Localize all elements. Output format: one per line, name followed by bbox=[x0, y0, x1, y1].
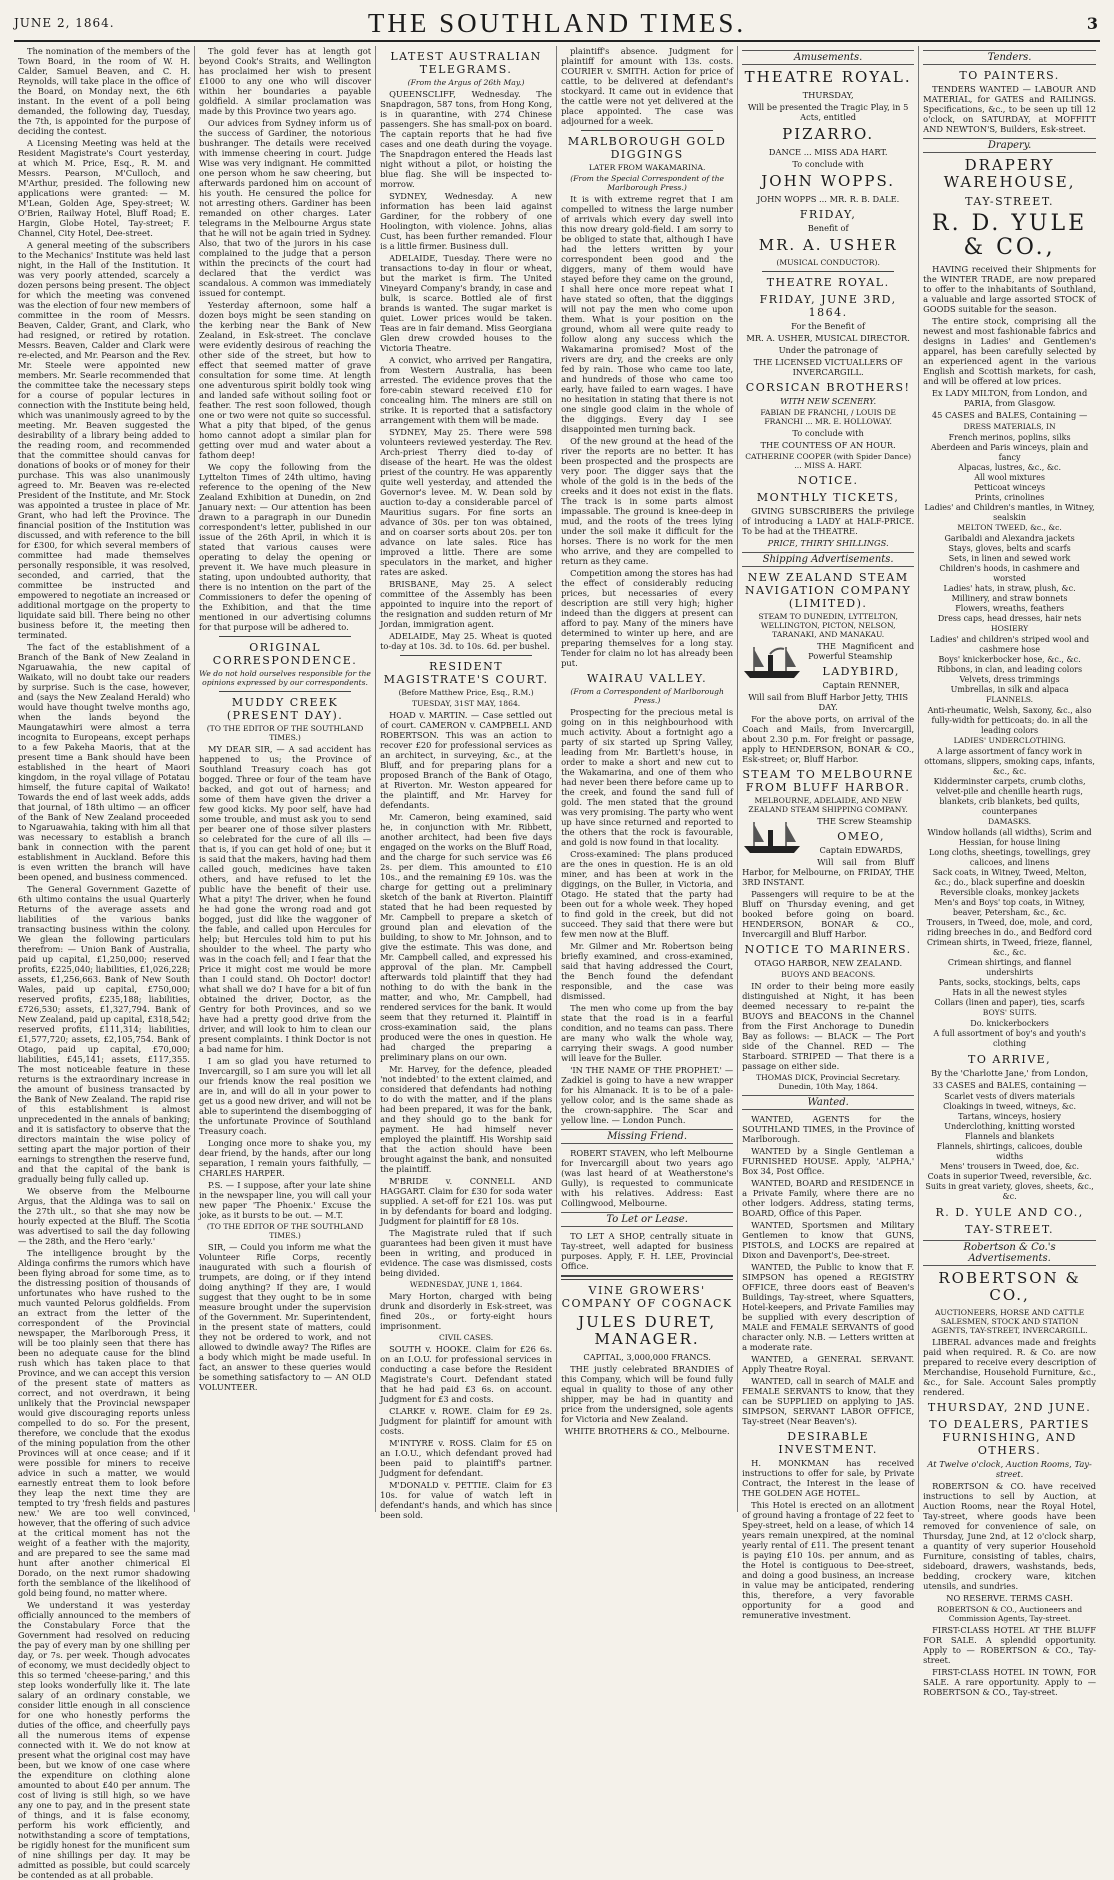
list-item: Boys' knickerbocker hose, &c., &c. bbox=[938, 655, 1081, 664]
list-title-underclothing: LADIES' UNDERCLOTHING. bbox=[953, 736, 1066, 745]
theatre-victuallers: THE LICENSED VICTUALLERS OF INVERCARGILL. bbox=[753, 357, 903, 377]
auction-text: ROBERTSON & CO. have received instructions to sell by Auction, at Auction Rooms, near the Royal Hotel, Tay-street, where goods have been removed for convenience of sale, on Thursday, June 2nd, at 12 o'clock sharp, a quantity of very superior Household Furniture, consisting of tables, chairs, sideboard, drawers, washstands, beds, bedding, crockery ware, kitchen utensils, and sundries. bbox=[923, 1481, 1097, 1591]
article-wairau-2: Cross-examined: The plans produced are the ones in question. He is an old miner, and has been at work in the diggings, on the Buller, in Victoria, and Otago. He stated that the party had been out for a whole week. They hoped to find gold in the creek, but did not succeed. They said that there were but few men now at the Bluff. bbox=[561, 849, 734, 939]
heading-to-arrive: TO ARRIVE, bbox=[967, 1053, 1052, 1066]
list-item: A full assortment of boy's and youth's clothing bbox=[933, 1029, 1086, 1048]
list-item: Ladies' and Children's mantles, in Witney, sealskin bbox=[924, 503, 1095, 522]
heading-theatre-royal-2: THEATRE ROYAL. bbox=[766, 276, 890, 289]
article-wairau-4: The men who come up from the bay state that the road is in a fearful condition, and no teams can pass. There are many who walk the whole way, carrying their swags. A good number will leave for the Buller. bbox=[561, 1003, 734, 1063]
list-item: Do. knickerbockers bbox=[970, 1019, 1049, 1028]
list-item: Cloakings in tweed, witneys, &c. bbox=[943, 1102, 1077, 1111]
article-licensing: A Licensing Meeting was held at the Resident Magistrate's Court yesterday, at which M. Price, Esq., R. M. and Messrs. Pearson, M'Culloch, and M'Arthur, presided. The following new applications were granted: — M. M'Lean, Golden Age, Spey-street; W. O'Brien, Railway Hotel, Bluff Road; E. Hargin, Globe Hotel, Tay-street; F. Channel, City Hotel, Dee-street. bbox=[18, 138, 191, 238]
list-item: Mens' trousers in Tweed, doe, &c. bbox=[940, 1162, 1080, 1171]
list-item: Long cloths, sheetings, towellings, grey calicoes, and linens bbox=[928, 848, 1091, 867]
robertson-advances: LIBERAL advances made and freights paid when required. R. & Co. are now prepared to receive every description of Merchandise, Household Furniture, &c., &c., for Sale. Account Sales promptly rendered. bbox=[923, 1337, 1097, 1397]
list-item: Velvets, dress trimmings bbox=[959, 675, 1060, 684]
column-3 bbox=[376, 46, 557, 1520]
heading-notice: NOTICE. bbox=[797, 474, 859, 487]
capital-line: CAPITAL, 3,000,000 FRANCS. bbox=[583, 1352, 711, 1362]
list-to-arrive bbox=[923, 1092, 1096, 1202]
robertson-details: AUCTIONEERS, HORSE AND CATTLE SALESMEN, STOCK AND STATION AGENTS, TAY-STREET, INVERCARGILL. bbox=[931, 1308, 1088, 1335]
list-item: Flowers, wreaths, feathers bbox=[955, 604, 1064, 613]
section-amusements: Amusements. bbox=[742, 50, 914, 65]
list-item: Anti-rheumatic, Welsh, Saxony, &c., also fully-width for petticoats; do. in all the leading colors bbox=[927, 706, 1092, 735]
list-item: All wool mixtures bbox=[974, 473, 1045, 482]
newspaper-title: THE SOUTHLAND TIMES. bbox=[367, 8, 747, 38]
letter-volunteer: SIR, — Could you inform me what the Volunteer Rifle Corps, recently inaugurated with such a flourish of trumpets, are doing, or if they intend doing anything? If they are, I would suggest that they ought to be in some measure brought under the supervision of the Government. Mr. Superintendent, in the present state of matters, could they not be ordered to work, and not allowed to dwindle away? The Rifles are a body which might be made useful. In fact, an answer to these queries would be something satisfactory to — AN OLD VOLUNTEER. bbox=[199, 1242, 372, 1392]
list-title-damasks: DAMASKS. bbox=[988, 817, 1032, 826]
heading-melbourne-steam: STEAM TO MELBOURNE FROM BLUFF HARBOR. bbox=[742, 768, 914, 794]
case-mdonald-pettie: M'DONALD v. PETTIE. Claim for £3 10s. for value of watch left in defendant's hands, and which has since been sold. bbox=[380, 1480, 553, 1520]
mariners-harbor: OTAGO HARBOR, NEW ZEALAND. bbox=[754, 958, 903, 968]
list-underclothing bbox=[923, 747, 1096, 817]
heading-court: RESIDENT MAGISTRATE'S COURT. bbox=[383, 660, 549, 686]
case-cameron-evidence: Mr. Cameron, being examined, said he, in conjunction with Mr. Ribbett, another architect, had been five days engaged on the works on the Bluff Road, and the charge for such service was £6 2s. per diem. This amounted to £10 10s., and the remaining £9 10s. was the charge for getting out a preliminary sketch of the bank at Riverton. Plaintiff stated that he had been requested by Mr. Campbell to prepare a sketch of ground plan and elevation of the building, to show to Mr. Johnson, and to give the estimate. This was done, and Mr. Campbell called, and expressed his approval of the plan. Mr. Campbell afterwards told plaintiff that they had nothing to do with the bank in the matter, and who, Mr. Campbell, had rendered services for the bank. It would seem that they returned it. Plaintiff in cross-examination said, the plans produced were the ones in question. He had charged the preparing a preliminary plans on our own. bbox=[380, 812, 553, 1062]
list-item: Aberdeen and Paris winceys, plain and fancy bbox=[930, 443, 1089, 462]
list-boys-suits bbox=[923, 1019, 1096, 1049]
court-before: (Before Matthew Price, Esq., R.M.) bbox=[398, 688, 534, 697]
wanted-simpson: WANTED, call in search of MALE and FEMALE SERVANTS to know, that they can be SUPPLIED on applying to JAS. SIMPSON, SERVANT LABOR OFFICE, Tay-street (Near Beaven's). bbox=[742, 1376, 915, 1426]
yule-cases: 45 CASES and BALES, Containing — bbox=[931, 410, 1088, 420]
steamship-icon bbox=[742, 818, 802, 856]
theatre-conclude: To conclude with bbox=[792, 159, 864, 169]
civil-cases-heading: CIVIL CASES. bbox=[439, 1333, 494, 1342]
heading-marlborough: MARLBOROUGH GOLD DIGGINGS bbox=[567, 135, 727, 161]
article-wakamarina: It is with extreme regret that I am compelled to witness the large number of arrivals which every day swell into this now dreary gold-field. I am sorry to be obliged to state that, although I have had the letters written by your correspondent been good and the diggers, many of them would have stayed before they came on the ground, I shall here once more repeat what I have stated so often, that the diggings will not pay the men who come upon them. What is your position on the ground, whom all were quite ready to follow along any success which the Wakamarina promised? Most of the rivers are dry, and the creeks are only fed by rain. Those who came too late, and hundreds of those who came too early, have failed to earn wages. I have no hesitation in stating that there is not one single good claim in the whole of the diggings. Every day I see disappointed men turning back. bbox=[561, 194, 734, 434]
marlborough-sub: LATER FROM WAKAMARINA. bbox=[588, 163, 706, 172]
list-item: Collars (linen and paper), ties, scarfs bbox=[934, 998, 1085, 1007]
list-item: Underclothing, knitting worsted bbox=[944, 1122, 1075, 1131]
telegram-sydney: SYDNEY, Wednesday. A new information has been laid against Gardiner, for the robbery of one Hoolington, with violence. Johns, alias Cust, has been further remanded. Flour is a little firmer. Business dull. bbox=[380, 191, 553, 251]
column-4 bbox=[557, 46, 738, 1512]
ad-hotel-town: FIRST-CLASS HOTEL IN TOWN, FOR SALE. A rare opportunity. Apply to — ROBERTSON & CO., Tay-street. bbox=[923, 1667, 1097, 1697]
page-number: 3 bbox=[1086, 14, 1098, 33]
theatre-date: FRIDAY, JUNE 3RD, 1864. bbox=[759, 293, 897, 319]
list-title-boys: BOYS' SUITS. bbox=[982, 1008, 1037, 1017]
omeo-sail: Will sail from Bluff Harbor, for Melbourne, on FRIDAY, THE 3RD INSTANT. bbox=[742, 857, 915, 887]
theatre-scenery: WITH NEW SCENERY. bbox=[780, 396, 877, 406]
theatre-benefit-2: For the Benefit of bbox=[791, 321, 866, 331]
investment-offer: H. MONKMAN has received instructions to offer for sale, by Private Contract, the Interest in the lease of THE GOLDEN AGE HOTEL. bbox=[742, 1458, 915, 1498]
theatre-usher-2: MR. A. USHER, MUSICAL DIRECTOR. bbox=[746, 333, 910, 343]
ad-white-brothers: WHITE BROTHERS & CO., Melbourne. bbox=[564, 1426, 730, 1436]
list-item: Window hollands (all widths), Scrim and Hessian, for house lining bbox=[927, 828, 1092, 847]
column-5 bbox=[738, 46, 919, 1620]
list-title-hosiery: HOSIERY bbox=[991, 624, 1029, 633]
article-wakamarina-2: Of the new ground at the head of the river the reports are no better. It has been prospected and the prospects are very poor. The digger says that the whole of the gold is in the beds of the creeks and it does not exist in the flats. The track is in some parts almost impassable. The ground is knee-deep in mud, and the roots of the trees lying under the soil make it difficult for the horses. There is no work for the men who arrive, and they are compelled to return as they came. bbox=[561, 436, 734, 566]
list-title-flannels: FLANNELS. bbox=[986, 695, 1034, 704]
case-continued: plaintiff's absence. Judgment for plaintiff for amount with 13s. costs. COURIER v. SMITH. Action for price of cattle, to be delivered at defendant's stockyard. It came out in evidence that the cattle were not yet delivered at the place appointed. The case was adjourned for a week. bbox=[561, 46, 734, 126]
ad-brandies: THE justly celebrated BRANDIES of this Company, which will be found fully equal in quality to those of any other shipper, may be had in quantity and price from the undersigned, sole agents for Victoria and New Zealand. bbox=[561, 1364, 734, 1424]
heading-nz-steam: NEW ZEALAND STEAM NAVIGATION COMPANY (LIMITED). bbox=[745, 571, 912, 610]
auction-signature: ROBERTSON & CO., Auctioneers and Commission Agents, Tay-street. bbox=[937, 1605, 1083, 1623]
arrive-cases: 33 CASES and BALES, containing — bbox=[932, 1080, 1087, 1090]
article-wairau: Prospecting for the precious metal is going on in this neighbourhood with much activity. About a fortnight ago a party of six started up Spring Valley, leading from Mr. Bartlett's house, in order to make a short and new cut to the Wakamarina, and one of them who had never been there before came up to the creek, and found the sand full of gold. The men stated that the ground was very promising. The party who went up have since returned and reported to the others that the rock is favourable, and gold is now found in that locality. bbox=[561, 707, 734, 847]
auction-time: At Twelve o'clock, Auction Rooms, Tay-street. bbox=[927, 1459, 1092, 1479]
section-wanted: Wanted. bbox=[742, 1095, 914, 1110]
divider bbox=[581, 130, 713, 131]
article-wairau-3: Mr. Gilmer and Mr. Robertson being briefly examined, and cross-examined, said that having addressed the Court, the Bench found the defendant responsible, and the case was dismissed. bbox=[561, 941, 734, 1001]
section-shipping: Shipping Advertisements. bbox=[742, 552, 914, 567]
tickets-text: GIVING SUBSCRIBERS the privilege of introducing a LADY at HALF-PRICE. To be had at the THEATRE. bbox=[742, 506, 915, 536]
heading-mariners: NOTICE TO MARINERS. bbox=[744, 943, 912, 956]
list-item: A large assortment of fancy work in ottomans, slippers, smoking caps, infants, &c., &c. bbox=[924, 747, 1095, 776]
theatre-benefit: Benefit of bbox=[807, 223, 849, 233]
section-to-let: To Let or Lease. bbox=[561, 1212, 733, 1227]
case-south-hooke: SOUTH v. HOOKE. Claim for £26 6s. on an I.O.U. for professional services in conducting a case before the Resident Magistrate's Court. Defendant stated that he had paid £3 6s. on account. Judgment for £3 and costs. bbox=[380, 1344, 553, 1404]
case-cameron: HOAD v. MARTIN. — Case settled out of court. CAMERON v. CAMPBELL AND ROBERTSON. This was an action to recover £20 for professional services as an architect, in surveying, &c., at the Bluff, and for preparing plans for a proposed Branch of the Bank of Otago, at Riverton. Mr. Weston appeared for the plaintiff, and Mr. Harvey for defendants. bbox=[380, 710, 553, 810]
yule-stock: The entire stock, comprising all the newest and most fashionable fabrics and designs in Ladies' and Gentlemen's apparel, has been carefully selected by an experienced agent in the various English and Scottish markets, for cash, and will be offered at low prices. bbox=[923, 316, 1097, 386]
heading-yule: R. D. YULE & CO., bbox=[932, 211, 1088, 260]
article-mechanics-institute: A general meeting of the subscribers to the Mechanics' Institute was held last night, in the Hall of the Institution. It was very poorly attended, scarcely a dozen persons being present. The object for which the meeting was convened was the election of four new members of committee in the room of Messrs. Beaven, Calder, Grant, and Clark, who had resigned, or retired by rotation. Messrs. Beaven, Calder and Clark were re-elected, and Mr. Pearson and the Rev. Mr. Steele were appointed new members. Mr. Searle recommended that the committee take the necessary steps for a course of popular lectures in connection with the Institute being held, which was unanimously agreed to by the meeting. Mr. Beaven suggested the desirability of a library being added to the reading room, and recommended that the committee should canvas for donations of books or of money for their purchase. This was also unanimously agreed to. Mr. Beaven was re-elected President of the Institute, and Mr. Stock was appointed a trustee in place of Mr. Grant, who had left the Province. The financial position of the Institution was discussed, and with reference to the bill for £300, for which several members of committee had made themselves personally responsible, it was resolved, seconded, and carried, that the committee be instructed and empowered to negotiate an increased or additional mortgage on the property to liquidate said bill. There being no other business before it, the meeting then terminated. bbox=[18, 240, 191, 640]
list-item: Ladies' and children's striped wool and cashmere hose bbox=[929, 635, 1090, 654]
list-item: Scarlet vests of divers materials bbox=[944, 1092, 1075, 1101]
list-item: Petticoat winceys bbox=[974, 483, 1046, 492]
theatre-presented: Will be presented the Tragic Play, in 5 Acts, entitled bbox=[747, 102, 909, 122]
wanted-sportsmen: WANTED, Sportsmen and Military Gentlemen to know that GUNS, PISTOLS, and LOCKS are repaired at Dixon and Davenport's, Dee-street. bbox=[742, 1220, 915, 1260]
court-date: TUESDAY, 31ST MAY, 1864. bbox=[411, 699, 521, 708]
article-constabulary: We understand it was yesterday officially announced to the members of the Constabulary Force that the Government had resolved on reducing the pay of every man by one shilling per day, or 7s. per week. Though advocates of economy, we must decidedly object to this so termed 'cheese-paring,' and this step looks wonderfully like it. The late salary of an ordinary constable, we consider little enough in all conscience for one who honestly performs the duties of the office, and cheerfully pays all the numerous items of expense connected with it. We do not know at present what the original cost may have been, but we know of one case where the expenditure on clothing alone amounted to about £40 per annum. The cost of living is still high, so we have any one to pay, and in the present state of things, and it is false economy, perform his work efficiently, and notwithstanding a score of temptations, be rigidly honest for the munificent sum of nine shillings per day. It may be admitted as possible, but could scarcely be contended as at all probable. bbox=[18, 1600, 191, 1880]
yule-ships: Ex LADY MILTON, from London, and PARIA, from Glasgow. bbox=[931, 388, 1088, 408]
omeo-intro: THE Screw Steamship bbox=[817, 816, 912, 826]
case-ruling: The Magistrate ruled that if such guarantees had been given it must have been in writing, and produced in evidence. The case was dismissed, costs being divided. bbox=[380, 1228, 553, 1278]
list-item: Trousers, in Tweed, doe, mole, and cord, riding breeches in do., and Bedford cord bbox=[926, 918, 1093, 937]
theatre-usher: MR. A. USHER bbox=[758, 236, 898, 254]
theatre-conclude-2: To conclude with bbox=[792, 428, 864, 438]
list-item: Sack coats, in Witney, Tweed, Melton, &c.; do., black superfine and doeskin bbox=[932, 868, 1087, 887]
ladybird-sail: Will sail from Bluff Harbor Jetty, THIS DAY. bbox=[748, 692, 909, 712]
section-missing-friend: Missing Friend. bbox=[561, 1129, 733, 1144]
list-item: Coats in superior Tweed, reversible, &c. bbox=[927, 1172, 1092, 1181]
auction-terms: NO RESERVE. TERMS CASH. bbox=[946, 1593, 1073, 1603]
ship-ladybird: LADYBIRD, bbox=[822, 665, 900, 678]
melbourne-company: MELBOURNE, ADELAIDE, AND NEW ZEALAND STEAM SHIPPING COMPANY. bbox=[748, 796, 908, 814]
heading-investment: DESIRABLE INVESTMENT. bbox=[778, 1430, 878, 1456]
mariners-buoys: BUOYS AND BEACONS. bbox=[781, 970, 876, 979]
telegram-adelaide: ADELAIDE, Tuesday. There were no transactions to-day in flour or wheat, but the market is firm. The United Vineyard Company's brandy, in case and bulk, is scarce. Bottled ale of first brands is wanted. The sugar market is quiet. Lower prices would be taken. Teas are in fair demand. Miss Georgiana Glen drew crowded houses to the Victoria Theatre. bbox=[380, 253, 553, 353]
steamship-icon bbox=[742, 643, 802, 681]
heading-wairau: WAIRAU VALLEY. bbox=[587, 672, 708, 685]
list-item: Dress caps, head dresses, hair nets bbox=[937, 614, 1082, 623]
heading-vine-growers: VINE GROWERS' COMPANY OF COGNACK bbox=[561, 1284, 733, 1310]
case-mbride: M'BRIDE v. CONNELL AND HAGGART. Claim for £30 for soda water supplied. A set-off for £21 10s. was put in by defendants for board and lodging. Judgment for plaintiff for £8 10s. bbox=[380, 1176, 553, 1226]
columns bbox=[14, 46, 1100, 1880]
article-boys-mud: Yesterday afternoon, some half a dozen boys might be seen standing on the kerbing near the Bank of New Zealand, in Esk-street. The conclave were evidently desirous of reaching the other side of the street, but how to effect that seemed matter of grave consultation for some time. At length one adventurous spirit boldly took wing and landed safe without soiling foot or feather. The rest soon followed, though one or two were not quite so successful. What a pity that biped, of the genus homo cannot adopt a similar plan for getting over mud and water about a fathom deep! bbox=[199, 300, 372, 460]
list-item: Millinery, and straw bonnets bbox=[951, 594, 1068, 603]
telegram-adelaide-25: ADELAIDE, May 25. Wheat is quoted to-day at 10s. 3d. to 10s. 6d. per bushel. bbox=[380, 631, 553, 651]
omeo-captain: Captain EDWARDS, bbox=[819, 845, 903, 855]
heading-yule-2: R. D. YULE AND CO., bbox=[935, 1206, 1084, 1219]
article-bank-branch: The fact of the establishment of a Branch of the Bank of New Zealand in Ngaruawahia, the new capital of Waikato, will no doubt take our readers by surprise. Such is the case, however, and (says the New Zealand Herald) who would have thought twelve months ago, when the lands beyond the Maungatawhiri were almost a terra incognita to Europeans, except perhaps to a few Pakeha Maoris, that at the present time a Bank should have been established in the heart of Maori kingdom, in the royal village of Potatau himself, the future capital of Waikato! Towards the end of last week adds, adds that journal, of 18th ultimo — an officer of the Bank of New Zealand proceeded to Ngaruawahia, taking with him all that was necessary to establish a branch bank in connection with the parent establishment in Auckland. Before this is even written the branch will have been opened, and business commenced. bbox=[18, 642, 191, 882]
play-pizarro: PIZARRO. bbox=[782, 125, 875, 143]
case-clarke-rowe: CLARKE v. ROWE. Claim for £9 2s. Judgment for plaintiff for amount with costs. bbox=[380, 1406, 553, 1436]
article-town-board: The nomination of the members of the Town Board, in the room of W. H. Calder, Samuel Beaven, and C. H. Reynolds, will take place in the office of the Board, on Monday next, the 6th instant. In the event of a poll being demanded, the following day, Tuesday, the 7th, is appointed for the purpose of deciding the contest. bbox=[18, 46, 191, 136]
newspaper-page bbox=[14, 6, 1100, 1880]
investment-details: This Hotel is erected on an allotment of ground having a frontage of 22 feet to Spey-street, held on a lease, of which 14 years remain unexpired, at the nominal yearly rental of £11. The present tenant is paying £10 10s. per annum, and as the Hotel is contiguous to Dee-street, and doing a good business, an increase in value may be anticipated, rendering this, therefore, a very favorable opportunity for a good and remunerative investment. bbox=[742, 1500, 915, 1620]
wanted-house: WANTED by a Single Gentleman a FURNISHED HOUSE. Apply, 'ALPHA,' Box 34, Post Office. bbox=[742, 1146, 915, 1176]
tenders-text: TENDERS WANTED — LABOUR AND MATERIAL, for GATES and RAILINGS. Specifications, &c., to be seen up till 12 o'clock, on SATURDAY, at MOFFITT AND NEWTON'S, Builders, Esk-street. bbox=[923, 84, 1097, 134]
heading-drapery: DRAPERY WAREHOUSE, bbox=[943, 156, 1076, 191]
case-mintyre-ross: M'INTYRE v. ROSS. Claim for £5 on an I.O.U., which defendant proved had been paid to plaintiff's partner. Judgment for defendant. bbox=[380, 1438, 553, 1478]
heading-correspondence: ORIGINAL CORRESPONDENCE. bbox=[212, 641, 358, 667]
play-countess: THE COUNTESS OF AN HOUR. bbox=[760, 440, 896, 450]
column-1 bbox=[14, 46, 195, 1880]
editor-line: (TO THE EDITOR OF THE SOUTHLAND TIMES.) bbox=[206, 724, 364, 742]
letter-postscript: P.S. — I suppose, after your late shine in the newspaper line, you will call your new paper 'The Phoenix.' Excuse the joke, as it bursts to be out. — M.T. bbox=[199, 1180, 372, 1220]
heading-robertson: ROBERTSON & CO., bbox=[938, 1269, 1081, 1304]
list-item: Garibaldi and Alexandra jackets bbox=[944, 534, 1075, 543]
theatre-friday: FRIDAY, bbox=[799, 208, 857, 221]
case-cameron-defence: Mr. Harvey, for the defence, pleaded 'not indebted' to the extent claimed, and considered that defendants had nothing to do with the matter, and if the plans had been prepared, it was for the bank, and they should go to the bank for payment. He had himself never employed the plaintiff. His Worship said that the action should have been brought against the bank, and nonsuited the plaintiff. bbox=[380, 1064, 553, 1174]
theatre-cast-3: CATHERINE COOPER (with Spider Dance) ... MISS A. HART. bbox=[745, 452, 912, 470]
wanted-servant: WANTED, a GENERAL SERVANT. Apply Theatre Royal. bbox=[742, 1354, 915, 1374]
section-tenders: Tenders. bbox=[923, 50, 1096, 65]
article-bank-returns: The General Government Gazette of 6th ultimo contains the usual Quarterly Returns of the average assets and liabilities of the various banks transacting business within the colony. We glean the following particulars therefrom: — Union Bank of Australia, paid up capital, £1,250,000; reserved profits, £225,040; liabilities, £1,026,228; assets, £1,256,663. Bank of New South Wales, paid up capital, £750,000; reserved profits, £235,188; liabilities, £726,530; assets, £1,327,794. Bank of New Zealand, paid up capital, £318,542; reserved profits, £111,314; liabilities, £1,577,720; assets, £2,105,754. Bank of Otago, paid up capital, £70,000; liabilities, £45,141; assets, £117,355. The most noticeable feature in these returns is the extraordinary increase in the amount of business transacted by the Bank of New Zealand. The rapid rise of this establishment is almost unprecedented in the annals of banking; and it is satisfactory to observe that the directors maintain the wise policy of setting apart the major portion of their earnings to strengthen the reserve fund, and that the capital of the bank is gradually being fully called up. bbox=[18, 884, 191, 1184]
article-gold-fever: The gold fever has at length got beyond Cook's Straits, and Wellington has proclaimed her wish to present £1000 to any one who will discover within her boundaries a payable goldfield. A similar proclamation was made by this Province two years ago. bbox=[199, 46, 372, 116]
heading-dealers: TO DEALERS, PARTIES FURNISHING, AND OTHERS. bbox=[929, 1418, 1090, 1457]
letter-muddy-creek: MY DEAR SIR, — A sad accident has happened to us; the Province of Southland Treasury coach has got bogged. Three or four of the team have backed, and got out of harness; and some of them have given the driver a few good kicks. My poor self, have had some trouble, and must ask you to send per bearer one of those silver plasters so celebrated for the cure of all ills — that is, if you can get hold of one; but it is said that the makers, having had them called gouch, medicines have taken others, and have refused to let the public have the benefit of their use. What a pity! The driver, when he found he had gone the wrong road and got bogged, just did like the waggoner of the fable, and called upon Hercules for help; but Hercules told him to put his shoulder to the wheel. The party who was in the coach fell; and I fear that the Price it might cost me would be more than I could stand. Oh Doctor! doctor! what shall we do? I have for a bit of fun obtained the driver, Doctor, as the Gentry for both Provinces, and so we have had a pretty good drive from the driver, and will look to him to clean our present complaints. I think Doctor is not a bad name for him. bbox=[199, 744, 372, 1054]
theatre-patronage: Under the patronage of bbox=[778, 345, 878, 355]
telegram-convict: A convict, who arrived per Rangatira, from Western Australia, has been arrested. The evidence proves that the fore-cabin steward received £10 for concealing him. The miners are still on strike. It is reported that a satisfactory arrangement with them will be made. bbox=[380, 355, 553, 425]
case-horton: Mary Horton, charged with being drunk and disorderly in Esk-street, was fined 20s., or forty-eight hours imprisonment. bbox=[380, 1291, 553, 1331]
list-item: Suits in great variety, gloves, sheets, &c., &c. bbox=[925, 1182, 1094, 1201]
theatre-cast-2: FABIAN DE FRANCHI, / LOUIS DE FRANCHI ... MR. E. HOLLOWAY. bbox=[760, 408, 896, 426]
ladybird-intro: THE Magnificent and Powerful Steamship bbox=[808, 641, 915, 661]
ladybird-details: For the above ports, on arrival of the Coach and Mails, from Invercargill, about 2.30 p.m. For freight or passage, apply to HENDERSON, BONAR & CO., Esk-street; or, Bluff Harbor. bbox=[742, 714, 915, 764]
list-item: Hats in all the newest styles bbox=[952, 988, 1067, 997]
column-6 bbox=[919, 46, 1100, 1697]
telegram-sydney-25: SYDNEY, May 25. There were 598 volunteers reviewed yesterday. The Rev. Arch-priest Therry died to-day of disease of the heart. He was the oldest priest of the country. He was apparently quite well yesterday, and attended the Governor's levee. M. W. Dean sold by auction to-day a considerable parcel of Mauritius sugars. For fine sorts an advance of 30s. per ton was obtained, and on coarser sorts about 20s. per ton advance on late sales. Rice has improved a little. There are some speculators in the market, and higher rates are asked. bbox=[380, 427, 553, 577]
heading-jules-duret: JULES DURET, MANAGER. bbox=[578, 1313, 717, 1348]
list-item: Ribbons, in clan, and leading colors bbox=[937, 665, 1083, 674]
list-item: Kidderminster carpets, crumb cloths, velvet-pile and chenille hearth rugs, blankets, crib blankets, bed quilts, counterpanes bbox=[933, 777, 1086, 816]
play-john-wopps: JOHN WOPPS. bbox=[761, 172, 895, 190]
ship-omeo: OMEO, bbox=[837, 830, 885, 843]
list-item: Crimean shirtings, and flannel undershirts bbox=[947, 958, 1072, 977]
list-item: French merinos, poplins, silks bbox=[948, 433, 1071, 442]
telegram-brisbane: BRISBANE, May 25. A select committee of the Assembly has been appointed to inquire into the report of the resignation and sudden return of Mr Jordan, immigration agent. bbox=[380, 579, 553, 629]
masthead bbox=[14, 6, 1100, 42]
correspondence-note: We do not hold ourselves responsible for the opinions expressed by our correspondents. bbox=[199, 669, 371, 687]
court-date-2: WEDNESDAY, JUNE 1, 1864. bbox=[409, 1280, 523, 1289]
mariners-signature: THOMAS DICK, Provincial Secretary. Dunedin, 10th May, 1864. bbox=[756, 1073, 901, 1091]
marlborough-source: (From the Special Correspondent of the Marlborough Press.) bbox=[570, 174, 725, 192]
heading-theatre-royal: THEATRE ROYAL. bbox=[744, 68, 912, 86]
wanted-board: WANTED, BOARD and RESIDENCE in a Private Family, where there are no other lodgers. Address, stating terms, BOARD, Office of this Paper. bbox=[742, 1178, 915, 1218]
list-hosiery bbox=[923, 635, 1096, 695]
list-flannels bbox=[923, 706, 1096, 736]
article-wakamarina-3: Competition among the stores has had the effect of considerably reducing prices, but necessaries of every description are still very high; higher indeed than the diggers at present can afford to pay. Many of the miners have determined to winter up here, and are preparing themselves for a long stay. Tender for claim no lot has already been put. bbox=[561, 568, 734, 668]
heading-telegrams: LATEST AUSTRALIAN TELEGRAMS. bbox=[390, 50, 542, 76]
section-drapery: Drapery. bbox=[923, 138, 1096, 153]
article-aldinga: We observe from the Melbourne Argus, that the Aldinga was to sail on the 27th ult., so that she may now be hourly expected at the Bluff. The Scotia was advertised to sail the day following — the 28th, and the Hero 'early.' bbox=[18, 1186, 191, 1246]
list-item: Stays, gloves, belts and scarfs bbox=[948, 544, 1071, 553]
divider bbox=[561, 1275, 733, 1280]
theatre-conductor: (MUSICAL CONDUCTOR). bbox=[776, 258, 880, 267]
letter-signature: Longing once more to shake you, my dear friend, by the hands, after our long separation, I remain yours faithfully, — CHARLES HARPER. bbox=[199, 1138, 372, 1178]
monthly-tickets: MONTHLY TICKETS, bbox=[756, 491, 900, 504]
list-item: Reversible cloaks, monkey jackets bbox=[940, 888, 1080, 897]
list-item: Children's hoods, in cashmere and worsted bbox=[939, 564, 1080, 583]
heading-tay-street: TAY-STREET. bbox=[965, 195, 1055, 208]
list-dress-materials bbox=[923, 433, 1096, 523]
list-item: Umbrellas, in silk and alpaca bbox=[950, 685, 1069, 694]
editor-line-2: (TO THE EDITOR OF THE SOUTHLAND TIMES.) bbox=[206, 1222, 364, 1240]
heading-thursday: THURSDAY, 2ND JUNE. bbox=[927, 1401, 1092, 1414]
article-gardiner: Our advices from Sydney inform us of the success of Gardiner, the notorious bushranger. The details were received with immense cheering in court. Judge Wise was very indignant. He committed one person whom he saw cheering, but afterwards pardoned him on account of his youth. He censured the police for not arresting others. Gardiner has been remanded on other charges. Later telegrams in the Melbourne Argus state that he will not be again tried in Sydney. Also, that two of the jurors in his case complained to the judge that a person within the precincts of the court had declared that the verdict was scandalous. A common was immediately issued for contempt. bbox=[199, 118, 372, 298]
list-item: Men's and Boys' top coats, in Witney, beaver, Petersham, &c., &c. bbox=[934, 898, 1085, 917]
heading-painters: TO PAINTERS. bbox=[959, 69, 1060, 82]
article-pelorus: The intelligence brought by the Aldinga confirms the rumors which have been flying abroad for some time, as to the distressing position of thousands of unfortunates who have rushed to the much vaunted Pelorus goldfields. From an extract from the letter of the correspondent of the Provincial newspaper, the Marlborough Press, it will be too plainly seen that there has been no adequate cause for the blind rush which has taken place to that Province, and we can accept this version of the present state of matters as correct, and not overdrawn, it being unlikely that the Provincial newspaper would give discouraging reports unless compelled to do so. For the present, therefore, we conclude that the exodus of the mining population from the other Provinces will at once cease; and if it were possible for miners to receive advice in such a matter, we would earnestly entreat them to look before they leap the next time they are tempted to try 'fresh fields and pastures new.' We are too well convinced, however, that the offering of such advice at the critical moment has not the weight of a feather with the majority, and are prepared to see the same mad hunt after another chimerical El Dorado, on the next rumor shadowing forth the semblance of the likelihood of gold being found, no matter where. bbox=[18, 1248, 191, 1598]
divider bbox=[400, 655, 532, 656]
article-exhibition: We copy the following from the Lyttelton Times of 24th ultimo, having reference to the opening of the New Zealand Exhibition at Dunedin, on 2nd January next: — Our attention has been drawn to a paragraph in our Dunedin correspondent's letter, published in our issue of the 26th April, in which it is stated that various causes were operating to delay the opening or prevent it. We have much pleasure in stating, upon undoubted authority, that there is no intention on the part of the Commissioners to defer the opening of the Exhibition, and that the time mentioned in our advertising columns for that purpose will be adhered to. bbox=[199, 462, 372, 632]
heading-tay-street-2: TAY-STREET. bbox=[965, 1223, 1055, 1236]
ad-missing-friend: ROBERT STAVEN, who left Melbourne for Invercargill about two years ago (was last heard of at Weatherstone's Gully), is requested to communicate with his relatives. Address: East Collingwood, Melbourne. bbox=[561, 1148, 734, 1208]
letter-muddy-creek-2: I am so glad you have returned to Invercargill, so I am sure you will let all our friends know the real position we are in, and will do all in your power to get us a good new driver, and will not be able to superintend the disembogging of the unfortunate Province of Southland Treasury coach. bbox=[199, 1056, 372, 1136]
list-title-melton: MELTON TWEED, &c., &c. bbox=[957, 523, 1062, 532]
list-title-dress: DRESS MATERIALS, IN bbox=[963, 422, 1056, 431]
list-item: Tartans, winceys, hosiery bbox=[958, 1112, 1061, 1121]
nz-steam-routes: STEAM TO DUNEDIN, LYTTELTON, WELLINGTON, PICTON, NELSON, TARANAKI, AND MANAKAU. bbox=[758, 612, 898, 639]
article-zadkiel: 'IN THE NAME OF THE PROPHET.' — Zadkiel is going to have a new wrapper for his Almanack. It is to be of a pale-yellow color, and is the same shade as the crown-sapphire. The Scar and yellow line. — London Punch. bbox=[561, 1065, 734, 1125]
ad-hotel-bluff: FIRST-CLASS HOTEL AT THE BLUFF FOR SALE. A splendid opportunity. Apply to — ROBERTSON & CO., Tay-street. bbox=[923, 1625, 1097, 1665]
list-item: Prints, crinolines bbox=[974, 493, 1045, 502]
divider bbox=[219, 691, 351, 692]
heading-muddy-creek: MUDDY CREEK (PRESENT DAY). bbox=[226, 696, 344, 722]
list-item: Pants, socks, stockings, belts, caps bbox=[938, 978, 1081, 987]
wanted-agents: WANTED, AGENTS for the SOUTHLAND TIMES, in the Province of Marlborough. bbox=[742, 1114, 915, 1144]
telegrams-source: (From the Argus of 26th May.) bbox=[407, 78, 525, 87]
divider bbox=[762, 271, 894, 272]
list-item: Crimean shirts, in Tweed, frieze, flannel, &c., &c. bbox=[926, 938, 1093, 957]
divider bbox=[219, 636, 351, 637]
list-item: Flannels and blankets bbox=[964, 1132, 1055, 1141]
wairau-source: (From a Correspondent of Marlborough Press.) bbox=[570, 687, 724, 705]
ladybird-captain: Captain RENNER, bbox=[822, 680, 900, 690]
ad-to-let: TO LET A SHOP, centrally situate in Tay-street, well adapted for business purposes. Apply, F. H. LEE, Provincial Office. bbox=[561, 1231, 734, 1271]
play-corsican: CORSICAN BROTHERS! bbox=[745, 381, 911, 394]
arrive-ship: By the 'Charlotte Jane,' from London, bbox=[931, 1068, 1089, 1078]
list-melton bbox=[923, 534, 1096, 624]
yule-intro: HAVING received their Shipments for the WINTER TRADE, are now prepared to offer to the inhabitants of Southland, a valuable and large assorted STOCK of GOODS suitable for the season. bbox=[923, 264, 1097, 314]
omeo-details: Passengers will require to be at the Bluff on Thursday evening, and get booked before going on board. HENDERSON, BONAR & CO., Invercargill and Bluff Harbor. bbox=[742, 889, 915, 939]
issue-date: JUNE 2, 1864. bbox=[14, 16, 115, 30]
list-item: Ladies' hats, in straw, plush, &c. bbox=[943, 584, 1076, 593]
column-2 bbox=[195, 46, 376, 1512]
mariners-text: IN order to their being more easily distinguished at Night, it has been deemed necessary to re-paint the BUOYS and BEACONS in the Channel from the First Anchorage to Dunedin Bay as follows: — BLACK — The Port side of the Channel. RED — The Starboard. STRIPED — That there is a passage on either side. bbox=[742, 981, 915, 1071]
theatre-dance: DANCE ... MISS ADA HART. bbox=[768, 147, 888, 157]
list-item: Flannels, shirtings, calicoes, double widths bbox=[936, 1142, 1083, 1161]
list-item: Sets, in linen and sewed work bbox=[948, 554, 1071, 563]
section-robertson: Robertson & Co.'s Advertisements. bbox=[923, 1240, 1096, 1266]
theatre-cast: JOHN WOPPS ... MR. R. B. DALE. bbox=[756, 194, 900, 204]
list-item: Alpacas, lustres, &c., &c. bbox=[958, 463, 1061, 472]
tickets-price: PRICE, THIRTY SHILLINGS. bbox=[767, 538, 889, 548]
theatre-day: THURSDAY, bbox=[802, 90, 854, 100]
wanted-registry: WANTED, the Public to know that F. SIMPSON has opened a REGISTRY OFFICE, three doors east of Beaven's Buildings, Tay-street, where Squatters, Hotel-keepers, and Private Families may be supplied with every description of MALE and FEMALE SERVANTS of good character only. N.B. — Letters written at a moderate rate. bbox=[742, 1262, 915, 1352]
telegram-queenscliff: QUEENSCLIFF, Wednesday. The Snapdragon, 587 tons, from Hong Kong, is in quarantine, with 274 Chinese passengers. She has small-pox on board. The captain reports that he had five cases and one death during the voyage. The Snapdragon entered the Heads last night without a pilot, or hoisting the blue flag. She will be inspected to-morrow. bbox=[380, 89, 553, 189]
list-damasks bbox=[923, 828, 1096, 1008]
